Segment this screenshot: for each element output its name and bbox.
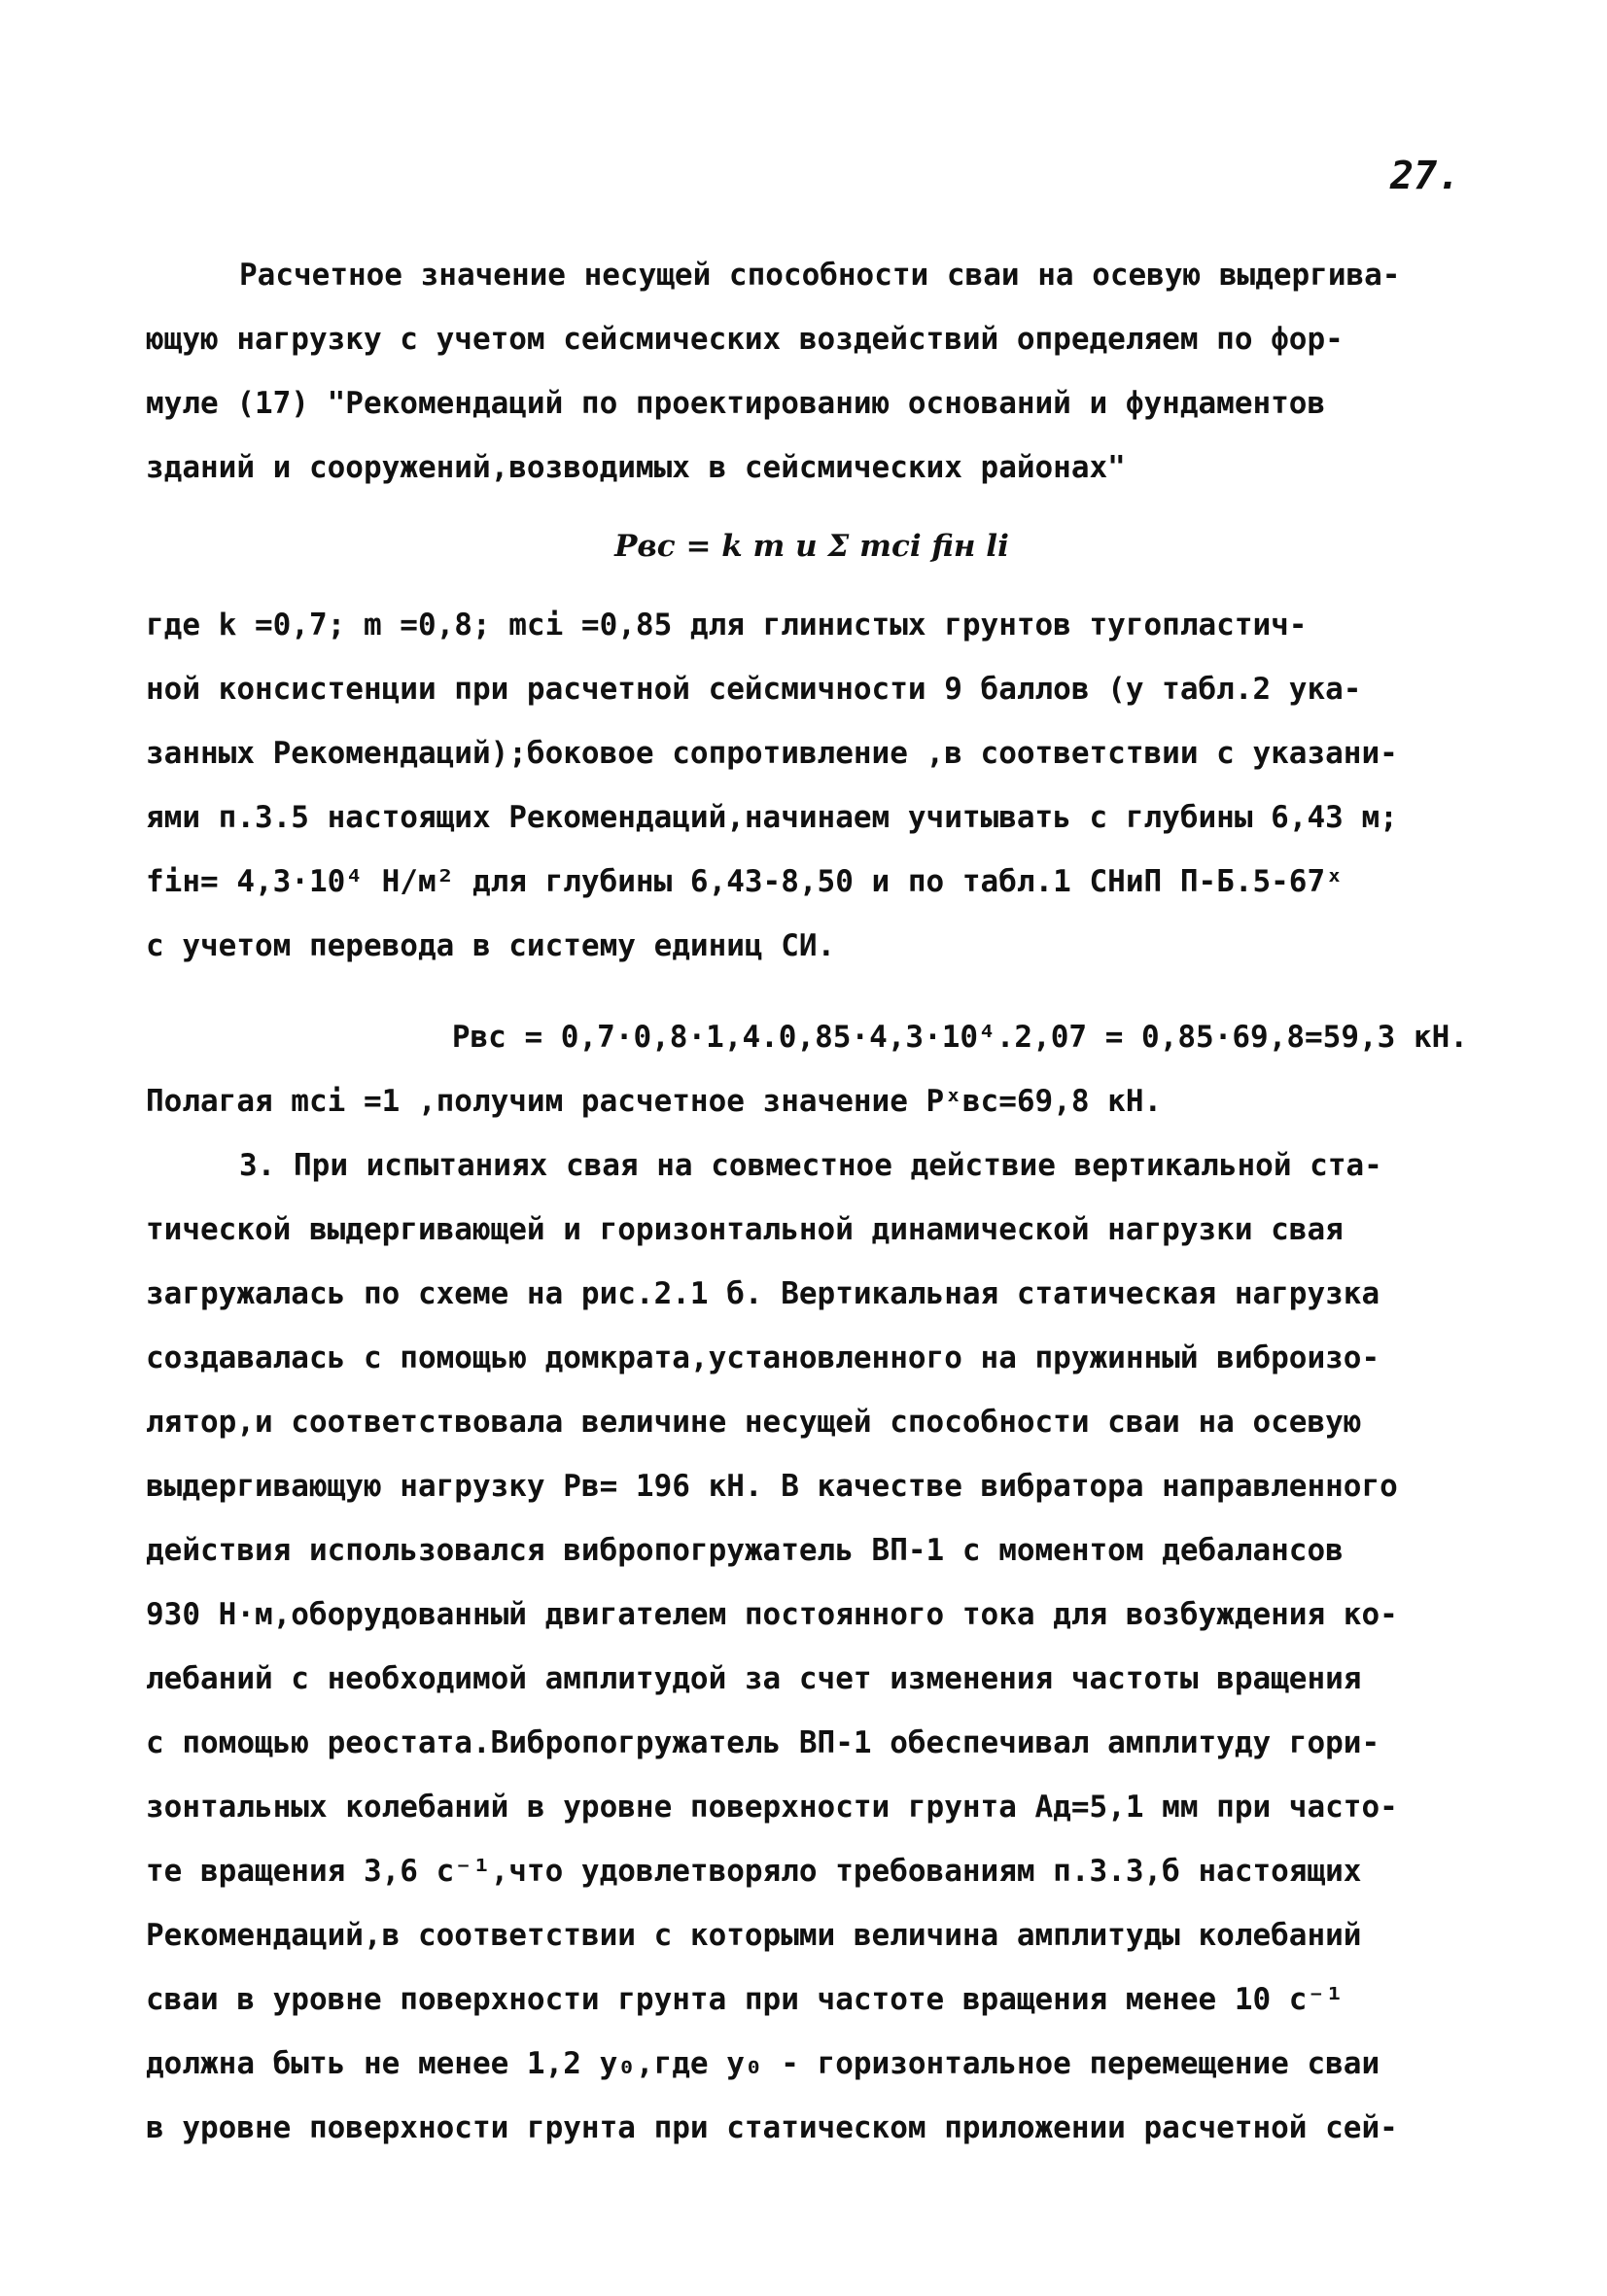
text-line: тической выдергивающей и горизонтальной динамической нагрузки свая [146,1212,1344,1247]
text-line: создавалась с помощью домкрата,установленного на пружинный виброизо- [146,1340,1380,1375]
text-line: ной консистенции при расчетной сейсмичности 9 баллов (у табл.2 ука- [146,672,1362,707]
text-line: лятор,и соответствовала величине несущей способности сваи на осевую [146,1405,1362,1440]
text-line: где k =0,7; m =0,8; mci =0,85 для глинистых грунтов тугопластич- [146,608,1308,643]
text-line: Рекомендаций,в соответствии с которыми величина амплитуды колебаний [146,1918,1362,1953]
text-line: в уровне поверхности грунта при статическом приложении расчетной сей- [146,2110,1398,2145]
document-body [146,243,1478,2160]
text-line: fiн= 4,3·10⁴ Н/м² для глубины 6,43-8,50 и по табл.1 СНиП П-Б.5-67ˣ [146,864,1344,899]
text-line: сваи в уровне поверхности грунта при частоте вращения менее 10 с⁻¹ [146,1982,1344,2017]
formula-1: Pвс = k m u Σ mci fiн li [614,529,1009,564]
text-line: с помощью реостата.Вибропогружатель ВП-1 обеспечивал амплитуду гори- [146,1725,1380,1760]
text-line: занных Рекомендаций);боковое сопротивление ,в соответствии с указани- [146,736,1398,771]
text-line: зданий и сооружений,возводимых в сейсмических районах" [146,450,1126,485]
text-line: Полагая mci =1 ,получим расчетное значение Pˣвс=69,8 кН. [146,1084,1163,1119]
page-number: 27. [1390,154,1461,198]
text-line: ями п.3.5 настоящих Рекомендаций,начинаем учитывать с глубины 6,43 м; [146,800,1398,835]
text-line: муле (17) "Рекомендаций по проектированию оснований и фундаментов [146,386,1326,421]
formula-2: Pвс = 0,7·0,8·1,4.0,85·4,3·10⁴.2,07 = 0,85·69,8=59,3 кН. [451,1020,1468,1055]
text-line: Расчетное значение несущей способности сваи на осевую выдергива- [239,258,1401,293]
text-line: должна быть не менее 1,2 y₀,где y₀ - горизонтальное перемещение сваи [146,2046,1380,2081]
text-line: лебаний с необходимой амплитудой за счет изменения частоты вращения [146,1661,1362,1696]
text-line: зонтальных колебаний в уровне поверхности грунта Aд=5,1 мм при часто- [146,1790,1398,1825]
text-line: загружалась по схеме на рис.2.1 б. Вертикальная статическая нагрузка [146,1276,1380,1311]
text-line: те вращения 3,6 с⁻¹,что удовлетворяло требованиям п.3.3,б настоящих [146,1854,1362,1889]
text-line: выдергивающую нагрузку Pв= 196 кН. В качестве вибратора направленного [146,1469,1398,1504]
text-line: 930 Н·м,оборудованный двигателем постоянного тока для возбуждения ко- [146,1597,1398,1632]
text-line: ющую нагрузку с учетом сейсмических воздействий определяем по фор- [146,322,1344,357]
text-line: действия использовался вибропогружатель ВП-1 с моментом дебалансов [146,1533,1344,1568]
text-line: с учетом перевода в систему единиц СИ. [146,928,836,963]
text-line: 3. При испытаниях свая на совместное действие вертикальной ста- [239,1148,1382,1183]
